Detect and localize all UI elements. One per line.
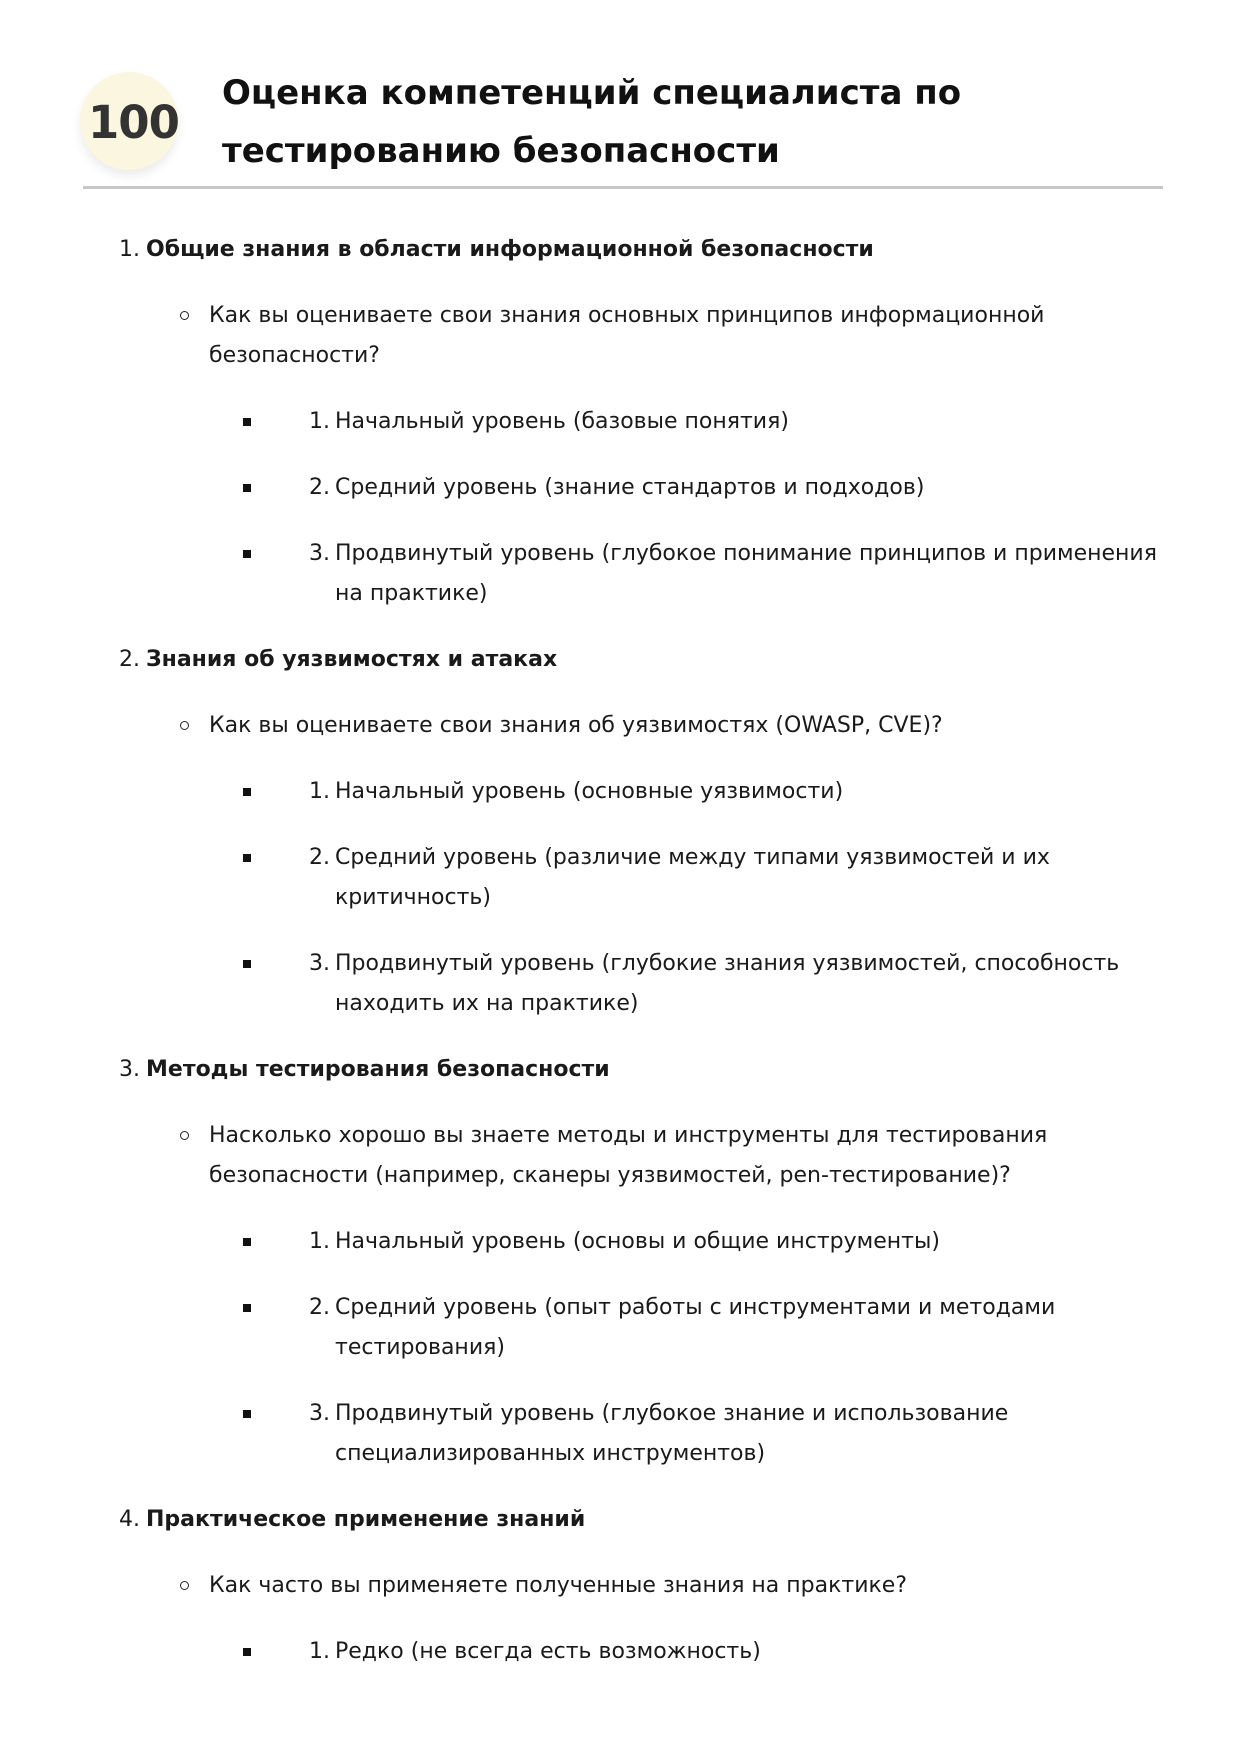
option-number: 3. — [309, 1401, 330, 1426]
badge-number: 100 — [88, 96, 179, 149]
square-bullet-icon — [243, 484, 251, 492]
square-bullet-icon — [243, 854, 251, 862]
answer-option — [0, 402, 1239, 442]
answer-option — [0, 1222, 1239, 1262]
circle-bullet-icon — [180, 1581, 189, 1590]
section-title: Методы тестирования безопасности — [146, 1057, 610, 1082]
answer-option — [0, 468, 1239, 508]
circle-bullet-icon — [180, 721, 189, 730]
option-number: 1. — [309, 409, 330, 434]
square-bullet-icon — [243, 788, 251, 796]
option-number: 3. — [309, 541, 330, 566]
square-bullet-icon — [243, 1304, 251, 1312]
page-title: Оценка компетенций специалиста по тестированию безопасности — [222, 73, 962, 171]
option-number: 1. — [309, 779, 330, 804]
option-text: Начальный уровень (основы и общие инструменты) — [335, 1229, 940, 1254]
option-text: Средний уровень (опыт работы с инструментами и методами тестирования) — [335, 1295, 1056, 1360]
question — [0, 1116, 1239, 1196]
option-number: 2. — [309, 845, 330, 870]
square-bullet-icon — [243, 960, 251, 968]
option-text: Продвинутый уровень (глубокие знания уязвимостей, способность находить их на практике) — [335, 951, 1120, 1016]
section-number: 4. — [119, 1507, 140, 1532]
number-badge — [80, 72, 178, 170]
option-text: Начальный уровень (основные уязвимости) — [335, 779, 844, 804]
question-text: Как вы оцениваете свои знания основных принципов информационной безопасности? — [209, 303, 1045, 368]
section-title: Общие знания в области информационной безопасности — [146, 237, 874, 262]
question-text: Насколько хорошо вы знаете методы и инструменты для тестирования безопасности (например, сканеры уязвимостей, pen-тестирование)? — [209, 1123, 1048, 1188]
section-number: 3. — [119, 1057, 140, 1082]
answer-option — [0, 772, 1239, 812]
section-number: 1. — [119, 237, 140, 262]
option-number: 1. — [309, 1639, 330, 1664]
answer-option — [0, 944, 1239, 1024]
answer-option — [0, 1394, 1239, 1474]
question-text: Как вы оцениваете свои знания об уязвимостях (OWASP, CVE)? — [209, 713, 943, 738]
section-title: Знания об уязвимостях и атаках — [146, 647, 558, 672]
question — [0, 706, 1239, 746]
title-divider — [83, 186, 1163, 189]
option-number: 2. — [309, 475, 330, 500]
section-heading — [0, 640, 1239, 680]
option-number: 1. — [309, 1229, 330, 1254]
circle-bullet-icon — [180, 1131, 189, 1140]
square-bullet-icon — [243, 1410, 251, 1418]
circle-bullet-icon — [180, 311, 189, 320]
question-text: Как часто вы применяете полученные знания на практике? — [209, 1573, 908, 1598]
question — [0, 296, 1239, 376]
option-text: Средний уровень (знание стандартов и подходов) — [335, 475, 925, 500]
answer-option — [0, 1632, 1239, 1672]
answer-option — [0, 1288, 1239, 1368]
square-bullet-icon — [243, 418, 251, 426]
section-heading — [0, 1500, 1239, 1540]
answer-option — [0, 838, 1239, 918]
option-text: Средний уровень (различие между типами уязвимостей и их критичность) — [335, 845, 1050, 910]
option-text: Продвинутый уровень (глубокое знание и использование специализированных инструментов) — [335, 1401, 1009, 1466]
section-heading — [0, 1050, 1239, 1090]
section-title: Практическое применение знаний — [146, 1507, 586, 1532]
section-number: 2. — [119, 647, 140, 672]
square-bullet-icon — [243, 1238, 251, 1246]
option-text: Редко (не всегда есть возможность) — [335, 1639, 761, 1664]
section-heading — [0, 230, 1239, 270]
answer-option — [0, 534, 1239, 614]
questionnaire — [0, 230, 1239, 1698]
square-bullet-icon — [243, 550, 251, 558]
option-text: Начальный уровень (базовые понятия) — [335, 409, 789, 434]
square-bullet-icon — [243, 1648, 251, 1656]
question — [0, 1566, 1239, 1606]
option-number: 2. — [309, 1295, 330, 1320]
option-number: 3. — [309, 951, 330, 976]
option-text: Продвинутый уровень (глубокое понимание принципов и применения на практике) — [335, 541, 1157, 606]
